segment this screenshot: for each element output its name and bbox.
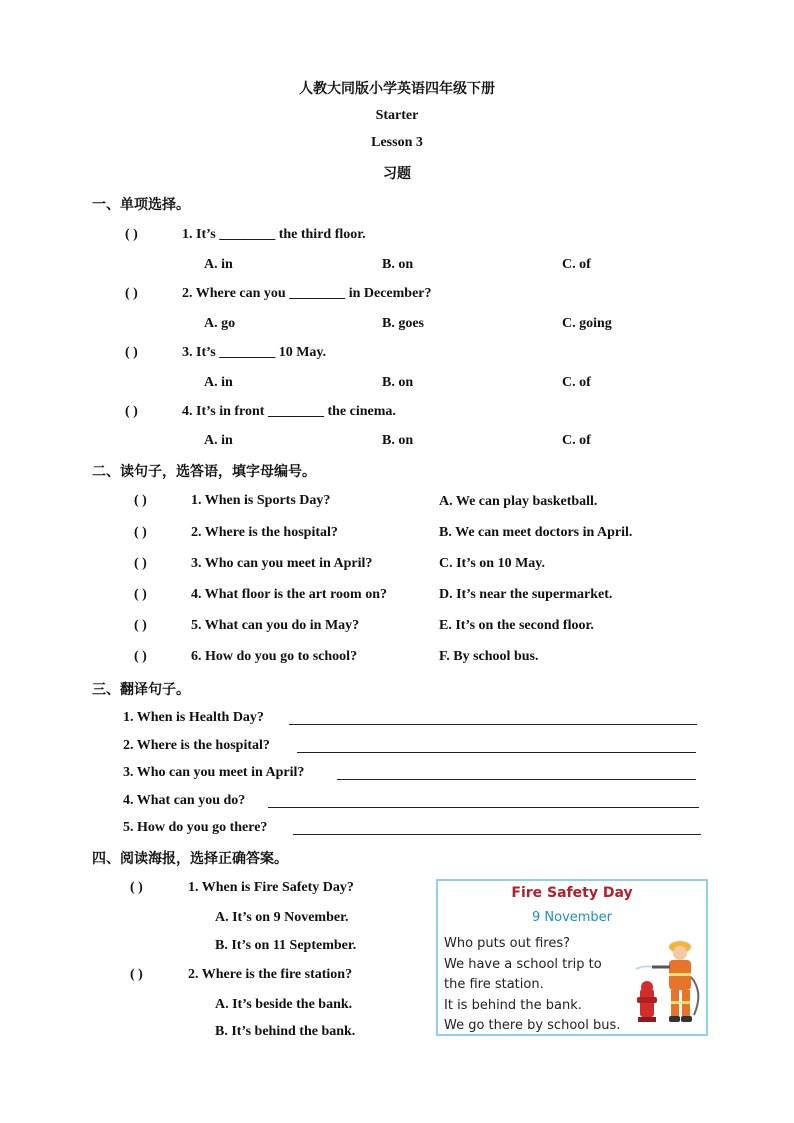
option-a: A. It’s on 9 November. — [215, 910, 349, 925]
poster-line: It is behind the bank. — [444, 998, 582, 1013]
answer-line[interactable] — [289, 724, 697, 725]
question-text: 4. What floor is the art room on? — [191, 587, 387, 602]
answer-option: F. By school bus. — [439, 649, 539, 664]
water-spray-icon — [636, 966, 654, 969]
answer-bracket[interactable]: ( ) — [125, 227, 138, 242]
question-stem: 1. It’s ________ the third floor. — [182, 227, 366, 242]
section3-heading: 三、翻译句子。 — [92, 682, 190, 698]
answer-bracket[interactable]: ( ) — [134, 649, 147, 664]
translate-item-5: 5. How do you go there? — [123, 820, 268, 835]
question-text: 2. Where is the hospital? — [191, 525, 338, 540]
answer-option: D. It’s near the supermarket. — [439, 587, 613, 602]
question-text: 3. Who can you meet in April? — [191, 556, 373, 571]
option-c: C. of — [562, 375, 591, 390]
answer-bracket[interactable]: ( ) — [125, 404, 138, 419]
question-stem: 1. When is Fire Safety Day? — [188, 880, 354, 895]
option-c: C. going — [562, 316, 612, 331]
option-c: C. of — [562, 433, 591, 448]
answer-bracket[interactable]: ( ) — [134, 493, 147, 508]
option-a: A. go — [204, 316, 236, 331]
answer-bracket[interactable]: ( ) — [125, 286, 138, 301]
option-a: A. It’s beside the bank. — [215, 997, 353, 1012]
answer-line[interactable] — [268, 807, 699, 808]
unit-title: Starter — [375, 108, 419, 123]
answer-option: E. It’s on the second floor. — [439, 618, 594, 633]
section1-heading: 一、单项选择。 — [92, 197, 190, 213]
translate-item-2: 2. Where is the hospital? — [123, 738, 270, 753]
poster-line: We go there by school bus. — [444, 1018, 621, 1033]
poster-line: Who puts out fires? — [444, 936, 571, 951]
answer-option: B. We can meet doctors in April. — [439, 525, 633, 540]
worksheet-type: 习题 — [383, 166, 411, 182]
answer-bracket[interactable]: ( ) — [130, 967, 143, 982]
answer-bracket[interactable]: ( ) — [130, 880, 143, 895]
answer-bracket[interactable]: ( ) — [134, 587, 147, 602]
answer-option: C. It’s on 10 May. — [439, 556, 546, 571]
fire-hydrant-icon — [637, 981, 657, 1022]
option-a: A. in — [204, 257, 233, 272]
option-b: B. on — [382, 375, 414, 390]
option-b: B. It’s behind the bank. — [215, 1024, 356, 1039]
option-b: B. goes — [382, 316, 424, 331]
option-a: A. in — [204, 375, 233, 390]
poster-line: the fire station. — [444, 977, 544, 992]
question-text: 5. What can you do in May? — [191, 618, 360, 633]
question-text: 6. How do you go to school? — [191, 649, 358, 664]
translate-item-1: 1. When is Health Day? — [123, 710, 264, 725]
option-b: B. on — [382, 257, 414, 272]
question-stem: 2. Where is the fire station? — [188, 967, 353, 982]
question-text: 1. When is Sports Day? — [191, 493, 331, 508]
answer-line[interactable] — [297, 752, 696, 753]
page-title: 人教大同版小学英语四年级下册 — [299, 81, 495, 97]
answer-bracket[interactable]: ( ) — [134, 618, 147, 633]
question-stem: 3. It’s ________ 10 May. — [182, 345, 327, 360]
translate-item-4: 4. What can you do? — [123, 793, 246, 808]
poster-line: We have a school trip to — [444, 957, 602, 972]
poster-title: Fire Safety Day — [511, 885, 633, 901]
question-stem: 4. It’s in front ________ the cinema. — [182, 404, 396, 419]
option-b: B. It’s on 11 September. — [215, 938, 357, 953]
lesson-title: Lesson 3 — [371, 135, 423, 150]
option-b: B. on — [382, 433, 414, 448]
firefighter-icon — [652, 941, 698, 1022]
question-stem: 2. Where can you ________ in December? — [182, 286, 432, 301]
option-c: C. of — [562, 257, 591, 272]
section4-heading: 四、阅读海报，选择正确答案。 — [92, 851, 288, 867]
fire-safety-poster — [436, 879, 708, 1036]
section2-heading: 二、读句子，选答语，填字母编号。 — [92, 464, 316, 480]
answer-option: A. We can play basketball. — [439, 494, 598, 509]
answer-line[interactable] — [293, 834, 701, 835]
answer-line[interactable] — [337, 779, 696, 780]
option-a: A. in — [204, 433, 233, 448]
firefighter-illustration — [634, 937, 706, 1029]
poster-date: 9 November — [531, 910, 613, 925]
answer-bracket[interactable]: ( ) — [125, 345, 138, 360]
answer-bracket[interactable]: ( ) — [134, 525, 147, 540]
translate-item-3: 3. Who can you meet in April? — [123, 765, 305, 780]
answer-bracket[interactable]: ( ) — [134, 556, 147, 571]
